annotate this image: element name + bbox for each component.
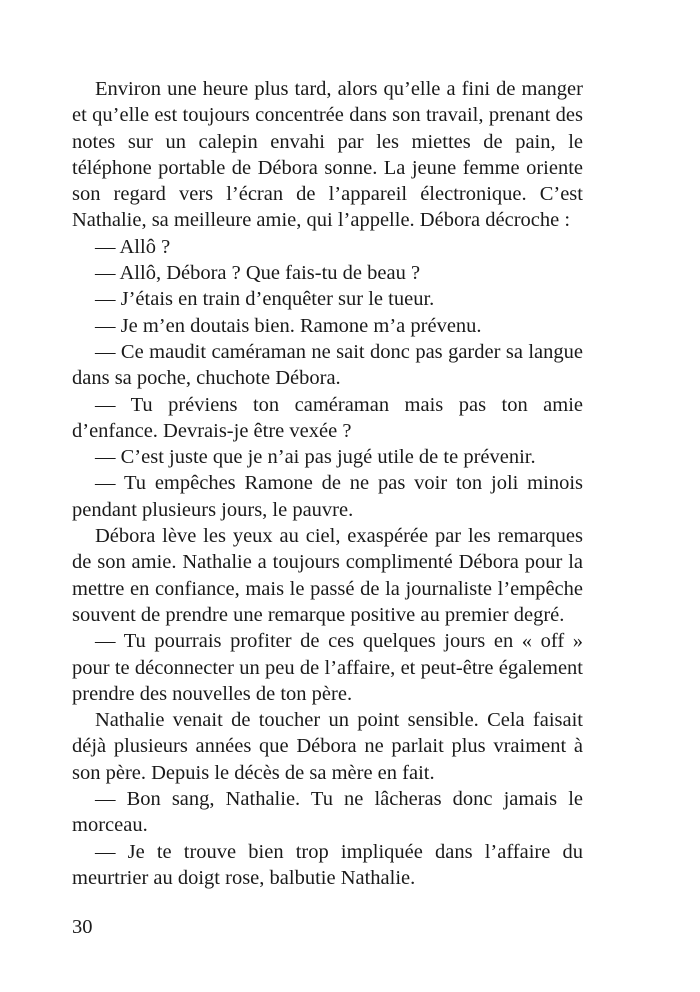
paragraph: — Tu pourrais profiter de ces quelques jours en « off » pour te déconnecter un peu de l’affaire, et peut-être également prendre des nouvelles de ton père.: [72, 630, 583, 705]
paragraph: — Bon sang, Nathalie. Tu ne lâcheras donc jamais le morceau.: [72, 788, 583, 837]
paragraph: — C’est juste que je n’ai pas jugé utile de te prévenir.: [95, 446, 536, 469]
paragraph: — Tu préviens ton caméraman mais pas ton amie d’enfance. Devrais-je être vexée ?: [72, 393, 583, 442]
paragraph: — Je m’en doutais bien. Ramone m’a prévenu.: [95, 314, 482, 337]
body-text: [72, 76, 583, 891]
paragraph: Débora lève les yeux au ciel, exaspérée par les remarques de son amie. Nathalie a toujours complimenté Débora pour la mettre en confiance, mais le passé de la journaliste l’empêche souvent de prendre une remarque positive au premier degré.: [72, 525, 583, 626]
paragraph: — Tu empêches Ramone de ne pas voir ton joli minois pendant plusieurs jours, le pauvre.: [72, 472, 583, 521]
paragraph: — J’étais en train d’enquêter sur le tueur.: [95, 288, 435, 311]
paragraph: — Ce maudit caméraman ne sait donc pas garder sa langue dans sa poche, chuchote Débora.: [72, 340, 583, 390]
paragraph: — Allô ?: [95, 235, 171, 258]
paragraph: Environ une heure plus tard, alors qu’elle a fini de manger et qu’elle est toujours concentrée dans son travail, prenant des notes sur un calepin envahi par les miettes de pain, le téléphone portable de Débora sonne. La jeune femme oriente son regard vers l’écran de l’appareil électronique. C’est Nathalie, sa meilleure amie, qui l’appelle. Débora décroche :: [72, 78, 583, 232]
page-number: 30: [72, 916, 93, 938]
paragraph: — Allô, Débora ? Que fais-tu de beau ?: [95, 262, 421, 285]
paragraph: Nathalie venait de toucher un point sensible. Cela faisait déjà plusieurs années que Débora ne parlait plus vraiment à son père. Depuis le décès de sa mère en fait.: [72, 709, 583, 784]
paragraph: — Je te trouve bien trop impliquée dans l’affaire du meurtrier au doigt rose, balbutie Nathalie.: [72, 840, 583, 889]
